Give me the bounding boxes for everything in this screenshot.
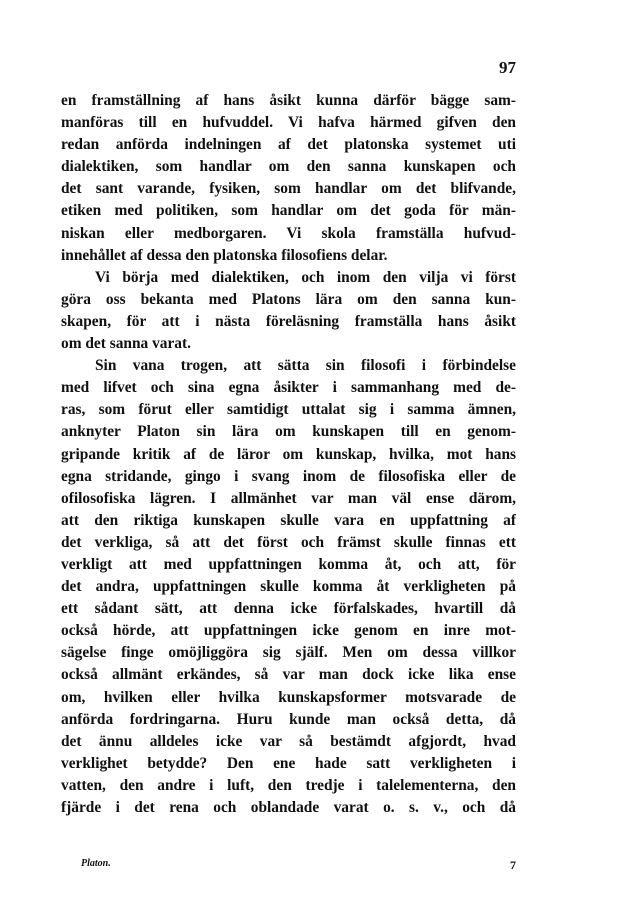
- text-line: Vi börja med dialektiken, och inom den vilja vi först: [95, 268, 516, 286]
- text-line: ofilosofiska lägren. I allmänhet var man väl ense därom,: [61, 489, 516, 507]
- text-line: innehållet af dessa den platonska filosofiens delar.: [61, 246, 388, 264]
- text-line: skapen, för att i nästa föreläsning framställa hans åsikt: [61, 312, 516, 330]
- text-line: det verkliga, så att det först och främst skulle finnas ett: [61, 533, 516, 551]
- text-line: göra oss bekanta med Platons lära om den sanna kun-: [61, 290, 516, 308]
- text-line: fjärde i det rena och oblandade varat o. s. v., och då: [61, 799, 516, 816]
- text-line: att den riktiga kunskapen skulle vara en uppfattning af: [61, 511, 516, 529]
- text-line: också allmänt erkändes, så var man dock icke lika ense: [61, 666, 516, 684]
- body-text: [61, 90, 516, 819]
- footer-signature: Platon.: [81, 858, 111, 869]
- text-line: Sin vana trogen, att sätta sin filosofi i förbindelse: [95, 357, 516, 375]
- text-line: ett sådant sätt, att denna icke förfalskades, hvartill då: [61, 600, 516, 618]
- text-line: också hörde, att uppfattningen icke genom en inre mot-: [61, 622, 516, 640]
- text-line: redan anförda indelningen af det platonska systemet uti: [61, 136, 516, 154]
- text-line: manföras till en hufvuddel. Vi hafva härmed gifven den: [61, 114, 516, 132]
- text-line: det ännu alldeles icke var så bestämdt afgjordt, hvad: [61, 732, 516, 750]
- text-line: ras, som förut eller samtidigt uttalat sig i samma ämnen,: [61, 401, 516, 419]
- page-number: 97: [499, 58, 516, 77]
- page-footer: [61, 858, 516, 876]
- text-line: sägelse finge omöjliggöra sig själf. Men om dessa villkor: [61, 644, 516, 662]
- text-line: anförda fordringarna. Huru kunde man också detta, då: [61, 710, 516, 728]
- text-line: en framställning af hans åsikt kunna därför bägge sam-: [61, 92, 516, 109]
- text-line: gripande kritik af de läror om kunskap, hvilka, mot hans: [61, 445, 516, 463]
- text-line: etiken med politiken, som handlar om det goda för män-: [61, 202, 516, 220]
- text-line: om, hvilken eller hvilka kunskapsformer motsvarade de: [61, 688, 516, 706]
- text-line: niskan eller medborgaren. Vi skola framställa hufvud-: [61, 224, 516, 242]
- text-line: vatten, den andre i luft, den tredje i talelementerna, den: [61, 776, 516, 794]
- text-line: dialektiken, som handlar om den sanna kunskapen och: [61, 158, 516, 176]
- text-line: om det sanna varat.: [61, 335, 191, 353]
- text-line: egna stridande, gingo i svang inom de filosofiska eller de: [61, 467, 516, 485]
- sheet-mark: 7: [510, 858, 516, 872]
- text-line: det andra, uppfattningen skulle komma åt verkligheten på: [61, 578, 516, 596]
- text-line: anknyter Platon sin lära om kunskapen till en genom-: [61, 423, 516, 441]
- text-line: det sant varande, fysiken, som handlar om det blifvande,: [61, 180, 516, 198]
- text-line: med lifvet och sina egna åsikter i sammanhang med de-: [61, 379, 516, 397]
- text-line: verklighet betydde? Den ene hade satt verkligheten i: [61, 754, 516, 772]
- text-line: verkligt att med uppfattningen komma åt, och att, för: [61, 555, 516, 573]
